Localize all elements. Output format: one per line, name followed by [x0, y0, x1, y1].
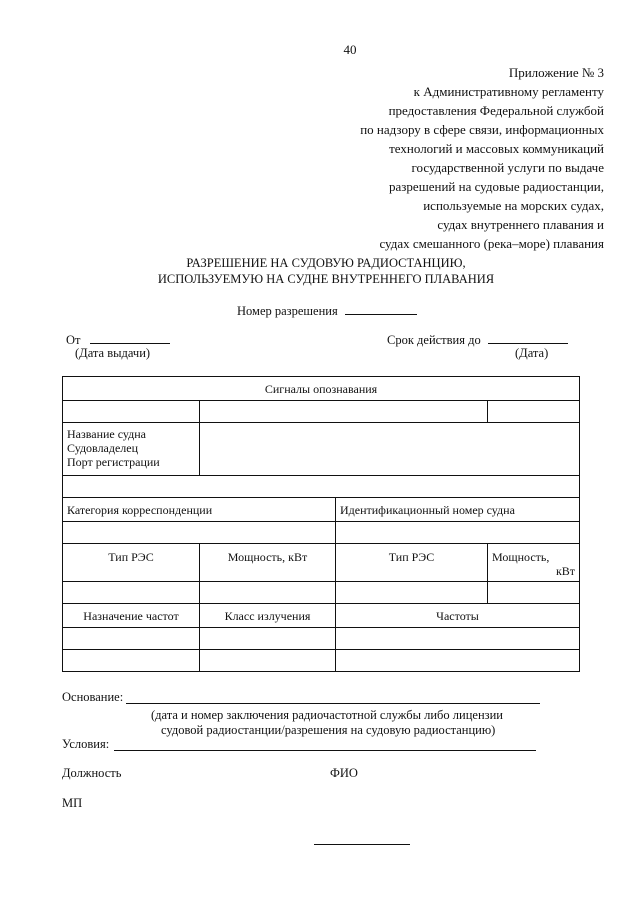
- page-number: 40: [343, 42, 357, 57]
- res-type-header-2: Тип РЭС: [336, 544, 488, 582]
- title-line-2: ИСПОЛЬЗУЕМУЮ НА СУДНЕ ВНУТРЕННЕГО ПЛАВАНИЯ: [157, 272, 495, 286]
- res-type-cell[interactable]: [336, 582, 488, 604]
- date-caption: (Дата): [515, 346, 549, 360]
- validity-date-field[interactable]: [488, 331, 568, 344]
- call-sign-cell[interactable]: [488, 401, 580, 423]
- from-label: От: [66, 333, 81, 347]
- power-cell[interactable]: [200, 582, 336, 604]
- res-type-cell[interactable]: [63, 582, 200, 604]
- freq-purpose-cell[interactable]: [63, 650, 200, 672]
- permit-number-row: [237, 302, 417, 319]
- port-label: Порт регистрации: [67, 455, 160, 469]
- title-line-1: РАЗРЕШЕНИЕ НА СУДОВУЮ РАДИОСТАНЦИЮ,: [186, 256, 466, 270]
- conditions-field[interactable]: [114, 750, 536, 751]
- owner-label: Судовладелец: [67, 441, 139, 455]
- frequencies-cell[interactable]: [336, 650, 580, 672]
- appendix-line: судах внутреннего плавания и: [437, 217, 604, 232]
- validity-label: Срок действия до: [387, 333, 481, 347]
- vessel-id-field[interactable]: [336, 522, 580, 544]
- frequencies-header: Частоты: [336, 604, 580, 628]
- res-type-header-1: Тип РЭС: [63, 544, 200, 582]
- basis-caption-line-2: судовой радиостанции/разрешения на судовую радиостанцию): [161, 723, 496, 737]
- name-label: ФИО: [330, 766, 358, 780]
- basis-caption-line-1: (дата и номер заключения радиочастотной службы либо лицензии: [151, 708, 503, 722]
- call-sign-cell[interactable]: [200, 401, 488, 423]
- blank-row: [63, 476, 580, 498]
- appendix-line: Приложение № 3: [508, 65, 604, 80]
- document-title: [0, 255, 640, 287]
- frequencies-cell[interactable]: [336, 628, 580, 650]
- correspondence-category-field[interactable]: [63, 522, 336, 544]
- basis-label: Основание:: [62, 690, 124, 704]
- emission-class-cell[interactable]: [200, 650, 336, 672]
- issue-date-field[interactable]: [90, 331, 170, 344]
- vessel-name-label: Название судна: [67, 427, 147, 441]
- appendix-line: технологий и массовых коммуникаций: [389, 141, 604, 156]
- freq-purpose-header: Назначение частот: [63, 604, 200, 628]
- appendix-header: [360, 63, 604, 253]
- power-header-2: [488, 544, 580, 582]
- freq-purpose-cell[interactable]: [63, 628, 200, 650]
- appendix-line: разрешений на судовые радиостанции,: [389, 179, 604, 194]
- permit-table: [62, 376, 580, 672]
- appendix-line: предоставления Федеральной службой: [388, 103, 604, 118]
- vessel-id-label: Идентификационный номер судна: [336, 498, 580, 522]
- issue-date-caption: (Дата выдачи): [75, 346, 151, 360]
- vessel-info-labels: [63, 423, 200, 476]
- signature-line[interactable]: [314, 844, 410, 845]
- emission-class-header: Класс излучения: [200, 604, 336, 628]
- power-cell[interactable]: [488, 582, 580, 604]
- power-header-2-line2: кВт: [555, 564, 576, 578]
- position-label: Должность: [62, 766, 122, 780]
- power-header-2-line1: Мощность,: [492, 550, 550, 564]
- stamp-label: МП: [62, 796, 83, 810]
- appendix-line: государственной услуги по выдаче: [411, 160, 604, 175]
- basis-field[interactable]: [126, 703, 540, 704]
- permit-number-label: Номер разрешения: [237, 304, 338, 318]
- call-sign-cell[interactable]: [63, 401, 200, 423]
- emission-class-cell[interactable]: [200, 628, 336, 650]
- appendix-line: используемые на морских судах,: [423, 198, 604, 213]
- call-signs-header: Сигналы опознавания: [63, 377, 580, 401]
- appendix-line: судах смешанного (река–море) плавания: [379, 236, 604, 251]
- conditions-label: Условия:: [62, 737, 110, 751]
- permit-number-field[interactable]: [345, 302, 417, 315]
- correspondence-category-label: Категория корреспонденции: [63, 498, 336, 522]
- appendix-line: к Административному регламенту: [413, 84, 604, 99]
- vessel-info-field[interactable]: [200, 423, 580, 476]
- appendix-line: по надзору в сфере связи, информационных: [360, 122, 604, 137]
- power-header-1: Мощность, кВт: [200, 544, 336, 582]
